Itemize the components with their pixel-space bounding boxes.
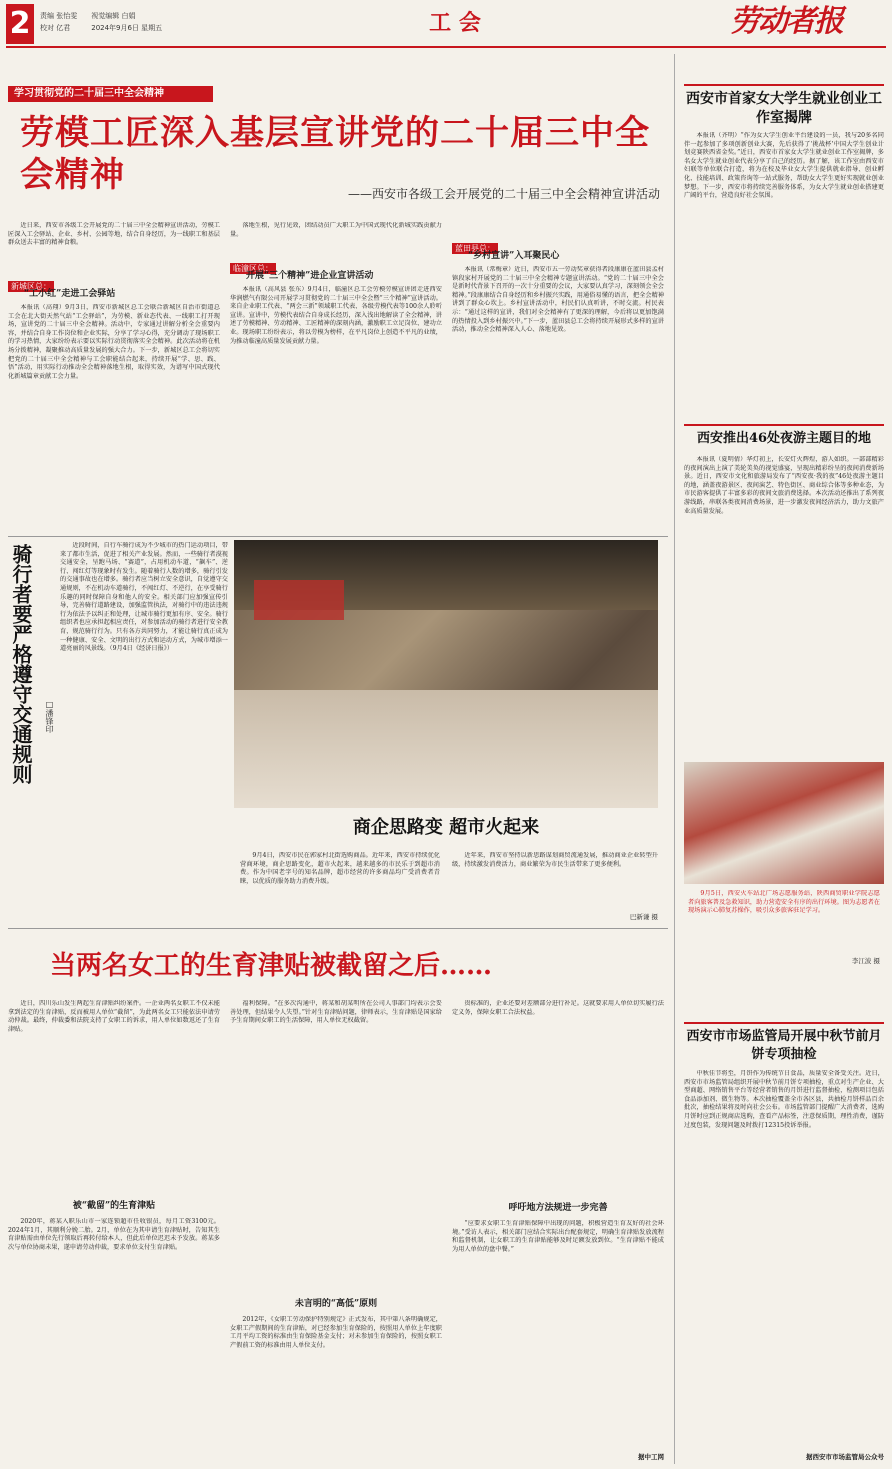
- supermarket-photo-title: 商企思路变 超市火起来: [352, 817, 540, 838]
- lintong-title: 开展“三个精神”进企业宣讲活动: [246, 271, 374, 281]
- masthead-logo: 劳动者报: [730, 4, 842, 39]
- right2-title: 西安推出46处夜游主题目的地: [696, 431, 872, 446]
- xincheng-title: “工小红”走进工会驿站: [24, 289, 116, 299]
- childbirth-col2: 福利保障。“在多次沟通中，蒋某和胡某明所在公司人事部门均表示会妥善处理，但结果令人失望。”针对生育津贴问题，律师表示，生育津贴是国家给予生育期间女职工的生活保障，用人单位无权截留。: [230, 1000, 442, 1025]
- childbirth-headline: 当两名女工的生育津贴被截留之后……: [50, 951, 493, 981]
- xincheng-tag: 新城区总：: [8, 274, 54, 293]
- lintong-tag: 临潼区总：: [230, 256, 276, 275]
- ride-author: □潘锋印: [45, 700, 54, 733]
- section-name: 工 会: [429, 10, 481, 36]
- right1-top-rule: [684, 84, 884, 86]
- first-aid-photo: [684, 762, 884, 884]
- supermarket-caption-1: 9月4日，西安市民在郭家村北街选购商品。近年来，西安市持续优化营商环境，商企思路变化，超市火起来，越来越多的市民乐于到超市消费。作为中国老字号的知名品牌，超市经营的许多商品均广受消费者青睐，以优质的服务助力消费升级。: [240, 852, 440, 885]
- right1-title: 西安市首家女大学生就业创业工作室揭牌: [686, 91, 882, 126]
- lantian-tag: 蓝田县总：: [452, 236, 498, 255]
- childbirth-col2b: 2012年，《女职工劳动保护特别规定》正式发布，其中第八条明确规定，女职工产假期间的生育津贴，对已经参加生育保险的，按照用人单位上年度职工月平均工资的标准由生育保险基金支付；对未参加生育保险的，按照女职工产假前工资的标准由用人单位支付。: [230, 1316, 442, 1349]
- first-aid-caption: 9月5日，西安火车站北广场志愿服务站，陕西商贸职业学院志愿者向旅客普及急救知识，助力营造安全有序的出行环境。图为志愿者在现场演示心肺复苏操作，吸引众多旅客驻足学习。: [688, 890, 880, 915]
- childbirth-col3b: “应要求女职工生育津贴保障中出现的问题，积极营造生育友好的社会环境。”受访人表示，相关部门应结合实际出台配套规定，明确生育津贴发放流程和监督机制，让女职工的生育津贴能够及时足额发放到位。“生育津贴不能成为用人单位的盘中餐。”: [452, 1220, 664, 1253]
- childbirth-col1: 近日，四川乐山发生两起生育津贴纠纷案件。一企业两名女职工不仅未能拿到法定的生育津贴，反而被用人单位“截留”，为此两名女工只能依法申请劳动仲裁。最终，仲裁委和法院支持了女职工的诉求，用人单位如数返还了生育津贴。: [8, 1000, 220, 1033]
- right3-text: 中秋佳节将至，月饼作为传统节日食品，质量安全备受关注。近日，西安市市场监管局组织开展中秋节前月饼专项抽检，重点对生产企业、大型商超、网络销售平台等经营者销售的月饼进行监督抽检，检测项目包括食品添加剂、微生物等。本次抽检覆盖全市各区县，共抽检月饼样品百余批次，抽检结果将及时向社会公布。市场监管部门提醒广大消费者，选购月饼时应到正规商店选购，查看产品标签，注意保质期，理性消费，谨防过度包装，发现问题及时拨打12315投诉举报。: [684, 1070, 884, 1129]
- childbirth-subhead-2: 未言明的“高低”原则: [294, 1299, 378, 1309]
- right2-top-rule: [684, 424, 884, 426]
- right3-top-rule: [684, 1022, 884, 1024]
- mid-divider: [8, 928, 668, 929]
- supermarket-caption-2: 近年来，西安市坚持以新思路谋划商贸流通发展，推动商业企业转型升级，持续激发消费活力，商业繁荣为市民生活带来了更多便利。: [452, 852, 658, 868]
- section-bar: 学习贯彻党的二十届三中全会精神: [8, 86, 213, 102]
- xincheng-text: 本报讯（高翔）9月3日，西安市新城区总工会联合新城区自治市街道总工会在北大街天然气站“工会驿站”，为劳模、新业态代表、一线职工打开现场，宣讲党的二十届三中全会精神。活动中，专家通过讲解分析全会重要内容，并结合自身工作岗位和企业实际，分享了学习心得，充分调动了现场职工的学习热情，大家纷纷表示要以实际行动贯彻落实全会精神。此次活动将在机场分拨精神，凝聚推动高质量发展的强大合力。下一步，新城区总工会将切实把党的二十届三中全会精神与工会职能结合起来，持续开展“学、思、践、悟”活动，用实际行动推动全会精神落地生根，取得实效，为谱写中国式现代化新城篇章贡献工会力量。: [8, 304, 220, 380]
- lead-col2-text: 落地生根，见行见效，团结动员广大职工为中国式现代化新城实践贡献力量。: [230, 222, 442, 238]
- lead-headline: 劳模工匠深入基层宣讲党的二十届三中全会精神: [20, 113, 650, 195]
- supermarket-photo: [234, 540, 658, 808]
- ride-title: 骑行者要严格遵守交通规则: [9, 544, 33, 784]
- right2-text: 本报讯（夏明倩）华灯初上，长安灯火辉煌，游人如织。一部部精彩的夜间演出上演了美轮美奂的视觉盛宴，呈现出精彩纷呈的夜间消费新场景。近日，西安市文化和旅游局发布了“西安夜·我的夜”46处夜游主题目的地，涵盖夜游景区、夜间演艺、特色街区、商业综合体等多种业态，为市民游客提供了丰富多彩的夜间文旅消费选择。本次活动还推出了系列夜游线路，串联各类夜间消费场景，进一步激发夜间经济活力，助力文旅产业高质量发展。: [684, 456, 884, 515]
- supermarket-photographer: 巴新谦 摄: [629, 913, 658, 921]
- lead-divider: [8, 536, 668, 537]
- childbirth-col1b: 2020年，蒋某入职乐山市一家连锁超市任收银员，每月工资3100元。2024年1月，其顺利分娩二胎。2月，单位在为其申请生育津贴时，告知其生育津贴需由单位先行领取后再转付给本人，但此后单位迟迟未予发放。蒋某多次与单位协商未果，遂申请劳动仲裁，要求单位支付生育津贴。: [8, 1218, 220, 1251]
- childbirth-source: 据中工网: [638, 1453, 664, 1461]
- lead-intro: 近日来，西安市各级工会开展党的二十届三中全会精神宣讲活动，劳模工匠深入工会驿站、企业、乡村、公园等地，结合自身经历，为一线职工和基层群众送去丰富的精神食粮。: [8, 222, 220, 247]
- lantian-title: “乡村宣讲”入耳聚民心: [468, 251, 560, 261]
- lead-subheadline: ——西安市各级工会开展党的二十届三中全会精神宣讲活动: [347, 187, 660, 201]
- right-column-rule: [674, 54, 675, 1464]
- right3-title: 西安市市场监管局开展中秋节前月饼专项抽检: [686, 1029, 882, 1062]
- header-credits: 责编 张怡雯 视觉编辑 白娟 校对 亿君 2024年9月6日 星期五: [40, 12, 163, 32]
- childbirth-subhead-3: 呼吁地方法规进一步完善: [508, 1203, 608, 1213]
- ride-text: 近段时间，自行车骑行成为不少城市的热门运动项目，带来了都市生活，促进了相关产业发展。然而，一些骑行者漠视交通安全，呈跑马场、“赛道”，占用机动车道，“飙车”、逆行、闯红灯等现象时有发生。随着骑行人数的增多，骑行引发的交通事故也在增多。骑行者应当树立安全意识，自觉遵守交通规则，不在机动车道骑行，不闯红灯、不逆行，在享受骑行乐趣的同时保障自身和他人的安全。相关部门应加强宣传引导，完善骑行道路建设，加强监管执法，对骑行中的违法违规行为依法予以纠正和处理，让城市骑行更加有序、安全。骑行组织者也应承担起相应责任，对参加活动的骑行者进行安全教育，规范骑行行为。只有各方共同努力，才能让骑行真正成为一种健康、安全、文明的出行方式和运动方式，为城市增添一道亮丽的风景线。（9月4日《经济日报》）: [60, 542, 228, 653]
- right1-text: 本报讯（齐明）“作为女大学生创业平台建设的一员，我与20多名同伴一起参加了多项创新创业大赛，先后获得了‘挑战杯’中国大学生创业计划竞赛陕西省金奖。”近日，西安市首家女大学生就业创业工作室揭牌，多名女大学生就业创业代表分享了自己的经历。据了解，该工作室由西安市妇联等单位联合打造，将为在校及毕业女大学生提供就业指导、创业孵化、技能培训、政策咨询等一站式服务，帮助女大学生更好实现就业创业梦想。下一步，西安市将持续完善服务体系，为女大学生就业创业搭建更广阔的平台，营造良好社会氛围。: [684, 132, 884, 200]
- childbirth-col3: 贵标准的，企业还要对差额部分进行补足。这就要求用人单位切实履行法定义务，保障女职工合法权益。: [452, 1000, 664, 1016]
- header-rule: [6, 46, 886, 48]
- lantian-text: 本报讯（常梅章）近日，西安市五一劳动奖章获得者段康康在蓝田县孟村镇段家村开展党的二十届三中全会精神专题宣讲活动。“党的二十届三中全会是新时代背景下召开的一次十分重要的会议，大家要认真学习，深刻领会全会精神。”段康康结合自身经历和乡村振兴实践，用通俗易懂的语言，把全会精神讲到了群众心坎上。乡村宣讲活动中，村民们认真听讲，不时交流。村民表示：“通过这样的宣讲，我们对全会精神有了更深的理解，今后将以更加饱满的热情投入到乡村振兴中。”下一步，蓝田县总工会将持续开展形式多样的宣讲活动，推动全会精神深入人心、落地见效。: [452, 266, 664, 334]
- right3-source: 据西安市市场监管局公众号: [806, 1453, 884, 1461]
- page-number: 2: [9, 6, 31, 41]
- first-aid-photographer: 李江波 摄: [851, 957, 880, 965]
- lintong-text: 本报讯（高风县 张东）9月4日，临潼区总工会劳模劳模宣讲团走进西安华润燃气有限公司开展学习贯彻党的二十届三中全会暨“三个精神”宣讲活动。来自企业职工代表、“两会三新”领域职工代表、各级劳模代表等100余人聆听宣讲。宣讲中，劳模代表结合自身成长经历，深入浅出地解读了全会精神，讲述了劳模精神、劳动精神、工匠精神的深刻内涵，激励职工立足岗位、建功立业。现场职工纷纷表示，将以劳模为榜样，在平凡岗位上创造不平凡的业绩，为推动临潼高质量发展贡献力量。: [230, 286, 442, 345]
- childbirth-subhead-1: 被“截留”的生育津贴: [72, 1201, 156, 1211]
